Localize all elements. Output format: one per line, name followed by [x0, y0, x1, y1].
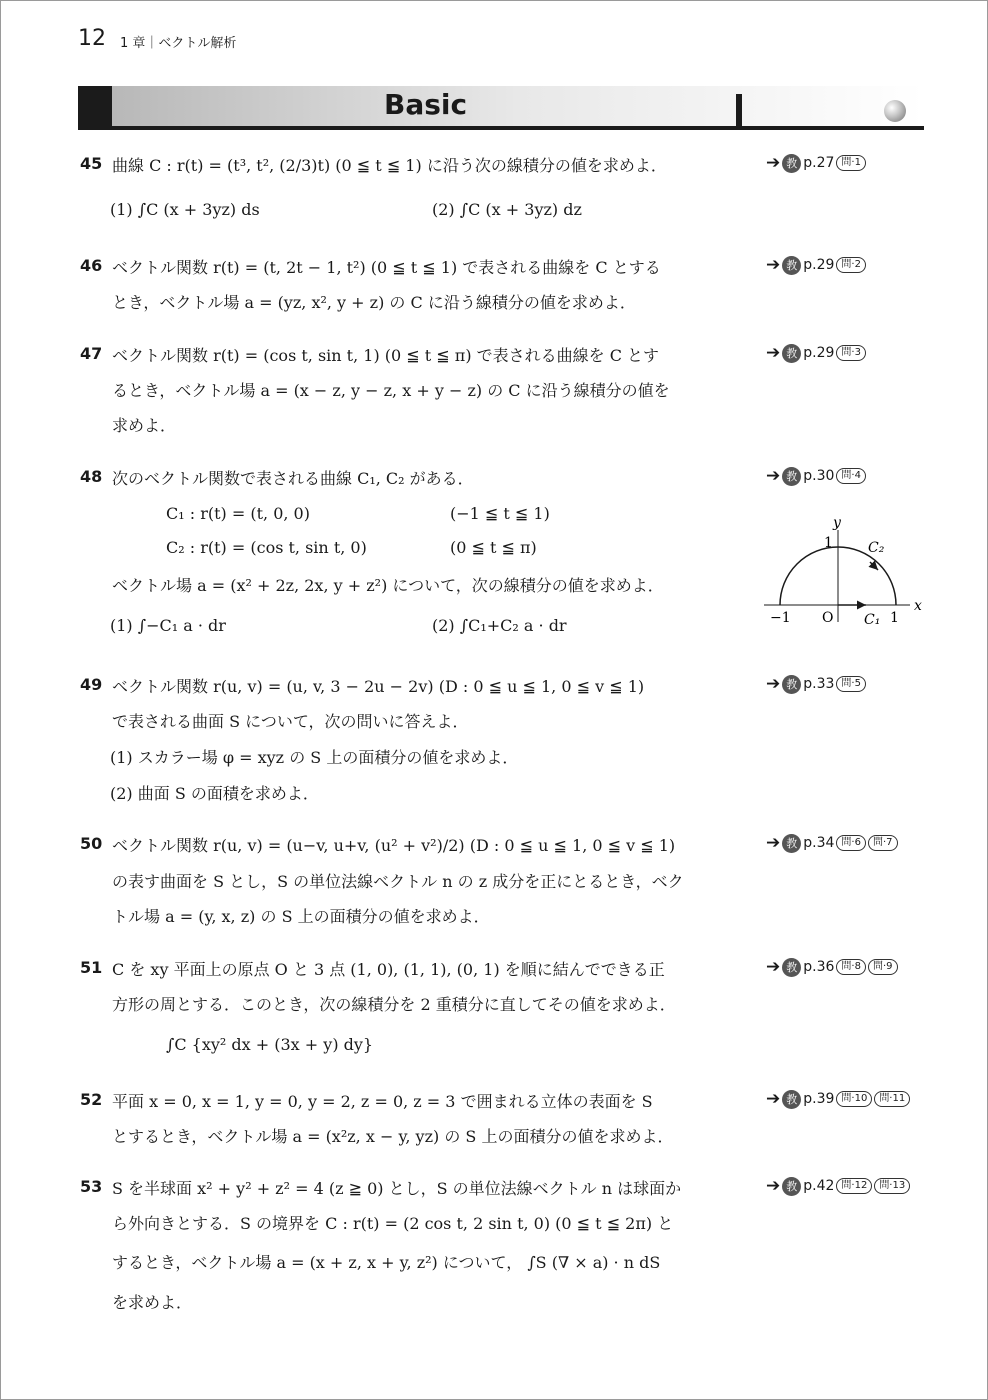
banner-bar: [736, 94, 742, 126]
ref-page: p.30: [803, 468, 835, 484]
subproblem: (1) ∫−C₁ a · dr: [110, 616, 226, 635]
problem-number: 47: [80, 344, 103, 363]
problem-text: 曲線 C : r(t) = (t³, t², (2/3)t) (0 ≦ t ≦ 1) に沿う次の線積分の値を求めよ．: [112, 156, 667, 175]
banner-rule: [78, 126, 924, 130]
subproblem: (2) ∫C₁+C₂ a · dr: [432, 616, 567, 635]
arrow-icon: ➔: [766, 343, 781, 363]
textbook-badge-icon: 教: [782, 154, 801, 173]
c2-arrow-icon: [870, 562, 878, 570]
question-tag: 問·11: [874, 1091, 910, 1107]
problem-text: とき，ベクトル場 a = (yz, x², y + z) の C に沿う線積分の値を求めよ．: [112, 293, 636, 312]
label-c1: C₁: [864, 612, 881, 628]
textbook-ref[interactable]: [766, 466, 866, 486]
arrow-icon: ➔: [766, 153, 781, 173]
question-tag: 問·2: [836, 257, 866, 273]
problem-text: S を半球面 x² + y² + z² = 4 (z ≧ 0) とし，S の単位法線ベクトル n は球面か: [112, 1179, 682, 1198]
curve-definition: C₂ : r(t) = (cos t, sin t, 0): [166, 538, 367, 557]
curve-range: (−1 ≦ t ≦ 1): [450, 504, 550, 523]
problem-number: 53: [80, 1177, 103, 1196]
problem-text: ベクトル場 a = (x² + 2z, 2x, y + z²) について，次の線積分の値を求めよ．: [112, 576, 664, 595]
question-tag: 問·10: [836, 1091, 872, 1107]
banner-title: Basic: [384, 88, 468, 121]
subproblem: (2) 曲面 S の面積を求めよ．: [110, 784, 319, 803]
y-label: y: [833, 515, 841, 531]
integral-formula: ∫C {xy² dx + (3x + y) dy}: [166, 1035, 374, 1054]
textbook-badge-icon: 教: [782, 344, 801, 363]
curve-definition: C₁ : r(t) = (t, 0, 0): [166, 504, 310, 523]
textbook-ref[interactable]: [766, 153, 866, 173]
subproblem: (2) ∫C (x + 3yz) dz: [432, 200, 582, 219]
x-label: x: [914, 598, 922, 614]
problem-text: 方形の周とする．このとき，次の線積分を 2 重積分に直してその値を求めよ．: [112, 995, 676, 1014]
problem-text: ベクトル関数 r(u, v) = (u−v, u+v, (u² + v²)/2) (D : 0 ≦ u ≦ 1, 0 ≦ v ≦ 1): [112, 836, 676, 855]
banner-block: [78, 86, 112, 128]
question-tag: 問·8: [836, 959, 866, 975]
textbook-ref[interactable]: [766, 1176, 910, 1196]
problem-text: 平面 x = 0, x = 1, y = 0, y = 2, z = 0, z = 3 で囲まれる立体の表面を S: [112, 1092, 653, 1111]
banner-gradient: [112, 86, 924, 126]
problem-text: トル場 a = (y, x, z) の S 上の面積分の値を求めよ．: [112, 907, 490, 926]
arrow-icon: ➔: [766, 1176, 781, 1196]
problem-text: 次のベクトル関数で表される曲線 C₁, C₂ がある．: [112, 469, 474, 488]
textbook-badge-icon: 教: [782, 467, 801, 486]
problem-text: るとき，ベクトル場 a = (x − z, y − z, x + y − z) の C に沿う線積分の値を: [112, 381, 670, 400]
arrow-icon: ➔: [766, 957, 781, 977]
question-tag: 問·6: [836, 835, 866, 851]
textbook-ref[interactable]: [766, 674, 866, 694]
textbook-badge-icon: 教: [782, 1090, 801, 1109]
textbook-ref[interactable]: [766, 1089, 910, 1109]
ref-page: p.29: [803, 345, 835, 361]
problem-text: ベクトル関数 r(u, v) = (u, v, 3 − 2u − 2v) (D : 0 ≦ u ≦ 1, 0 ≦ v ≦ 1): [112, 677, 645, 696]
sphere-icon: [884, 100, 906, 122]
page-number: 12: [78, 26, 106, 51]
origin-label: O: [822, 610, 834, 626]
question-tag: 問·13: [874, 1178, 910, 1194]
question-tag: 問·4: [836, 468, 866, 484]
arrow-icon: ➔: [766, 466, 781, 486]
textbook-badge-icon: 教: [782, 675, 801, 694]
ref-page: p.34: [803, 835, 835, 851]
tick-one-right: 1: [890, 610, 899, 626]
problem-number: 48: [80, 467, 103, 486]
problem-text: ベクトル関数 r(t) = (cos t, sin t, 1) (0 ≦ t ≦ π) で表される曲線を C とす: [112, 346, 660, 365]
question-tag: 問·7: [868, 835, 898, 851]
tick-minus-one: −1: [770, 610, 791, 626]
problem-text: の表す曲面を S とし，S の単位法線ベクトル n の z 成分を正にとるとき，ベク: [112, 872, 684, 891]
ref-page: p.33: [803, 676, 835, 692]
problem-text: で表される曲面 S について，次の問いに答えよ．: [112, 712, 469, 731]
arrow-icon: ➔: [766, 833, 781, 853]
textbook-badge-icon: 教: [782, 256, 801, 275]
ref-page: p.29: [803, 257, 835, 273]
subproblem: (1) スカラー場 φ = xyz の S 上の面積分の値を求めよ．: [110, 748, 519, 767]
curve-range: (0 ≦ t ≦ π): [450, 538, 537, 557]
question-tag: 問·3: [836, 345, 866, 361]
arrow-icon: ➔: [766, 1089, 781, 1109]
ref-page: p.27: [803, 155, 835, 171]
textbook-ref[interactable]: [766, 833, 898, 853]
problem-text: するとき，ベクトル場 a = (x + z, x + y, z²) について， ∫S (∇ × a) · n dS: [112, 1253, 661, 1272]
textbook-badge-icon: 教: [782, 834, 801, 853]
label-c2: C₂: [868, 540, 885, 556]
problem-text: を求めよ．: [112, 1293, 193, 1312]
question-tag: 問·12: [836, 1178, 872, 1194]
problem-number: 52: [80, 1090, 103, 1109]
problem-number: 45: [80, 154, 103, 173]
ref-page: p.39: [803, 1091, 835, 1107]
problem-number: 51: [80, 958, 103, 977]
problem-number: 49: [80, 675, 103, 694]
textbook-badge-icon: 教: [782, 1177, 801, 1196]
textbook-ref[interactable]: [766, 343, 866, 363]
problem-text: とするとき，ベクトル場 a = (x²z, x − y, yz) の S 上の面積分の値を求めよ．: [112, 1127, 674, 1146]
semicircle-diagram: [760, 510, 930, 630]
tick-one-top: 1: [824, 535, 833, 551]
textbook-badge-icon: 教: [782, 958, 801, 977]
problem-number: 46: [80, 256, 103, 275]
subproblem: (1) ∫C (x + 3yz) ds: [110, 200, 260, 219]
arrow-icon: ➔: [766, 255, 781, 275]
arrow-icon: ➔: [766, 674, 781, 694]
chapter-title: 1 章｜ベクトル解析: [120, 36, 237, 51]
ref-page: p.36: [803, 959, 835, 975]
problem-text: ベクトル関数 r(t) = (t, 2t − 1, t²) (0 ≦ t ≦ 1) で表される曲線を C とする: [112, 258, 661, 277]
textbook-ref[interactable]: [766, 255, 866, 275]
problem-text: 求めよ．: [112, 416, 177, 435]
ref-page: p.42: [803, 1178, 835, 1194]
problem-text: ら外向きとする．S の境界を C : r(t) = (2 cos t, 2 sin t, 0) (0 ≦ t ≦ 2π) と: [112, 1214, 674, 1233]
problem-number: 50: [80, 834, 103, 853]
question-tag: 問·9: [868, 959, 898, 975]
textbook-ref[interactable]: [766, 957, 898, 977]
problem-text: C を xy 平面上の原点 O と 3 点 (1, 0), (1, 1), (0, 1) を順に結んでできる正: [112, 960, 665, 979]
section-banner: [78, 86, 924, 131]
question-tag: 問·1: [836, 155, 866, 171]
question-tag: 問·5: [836, 676, 866, 692]
